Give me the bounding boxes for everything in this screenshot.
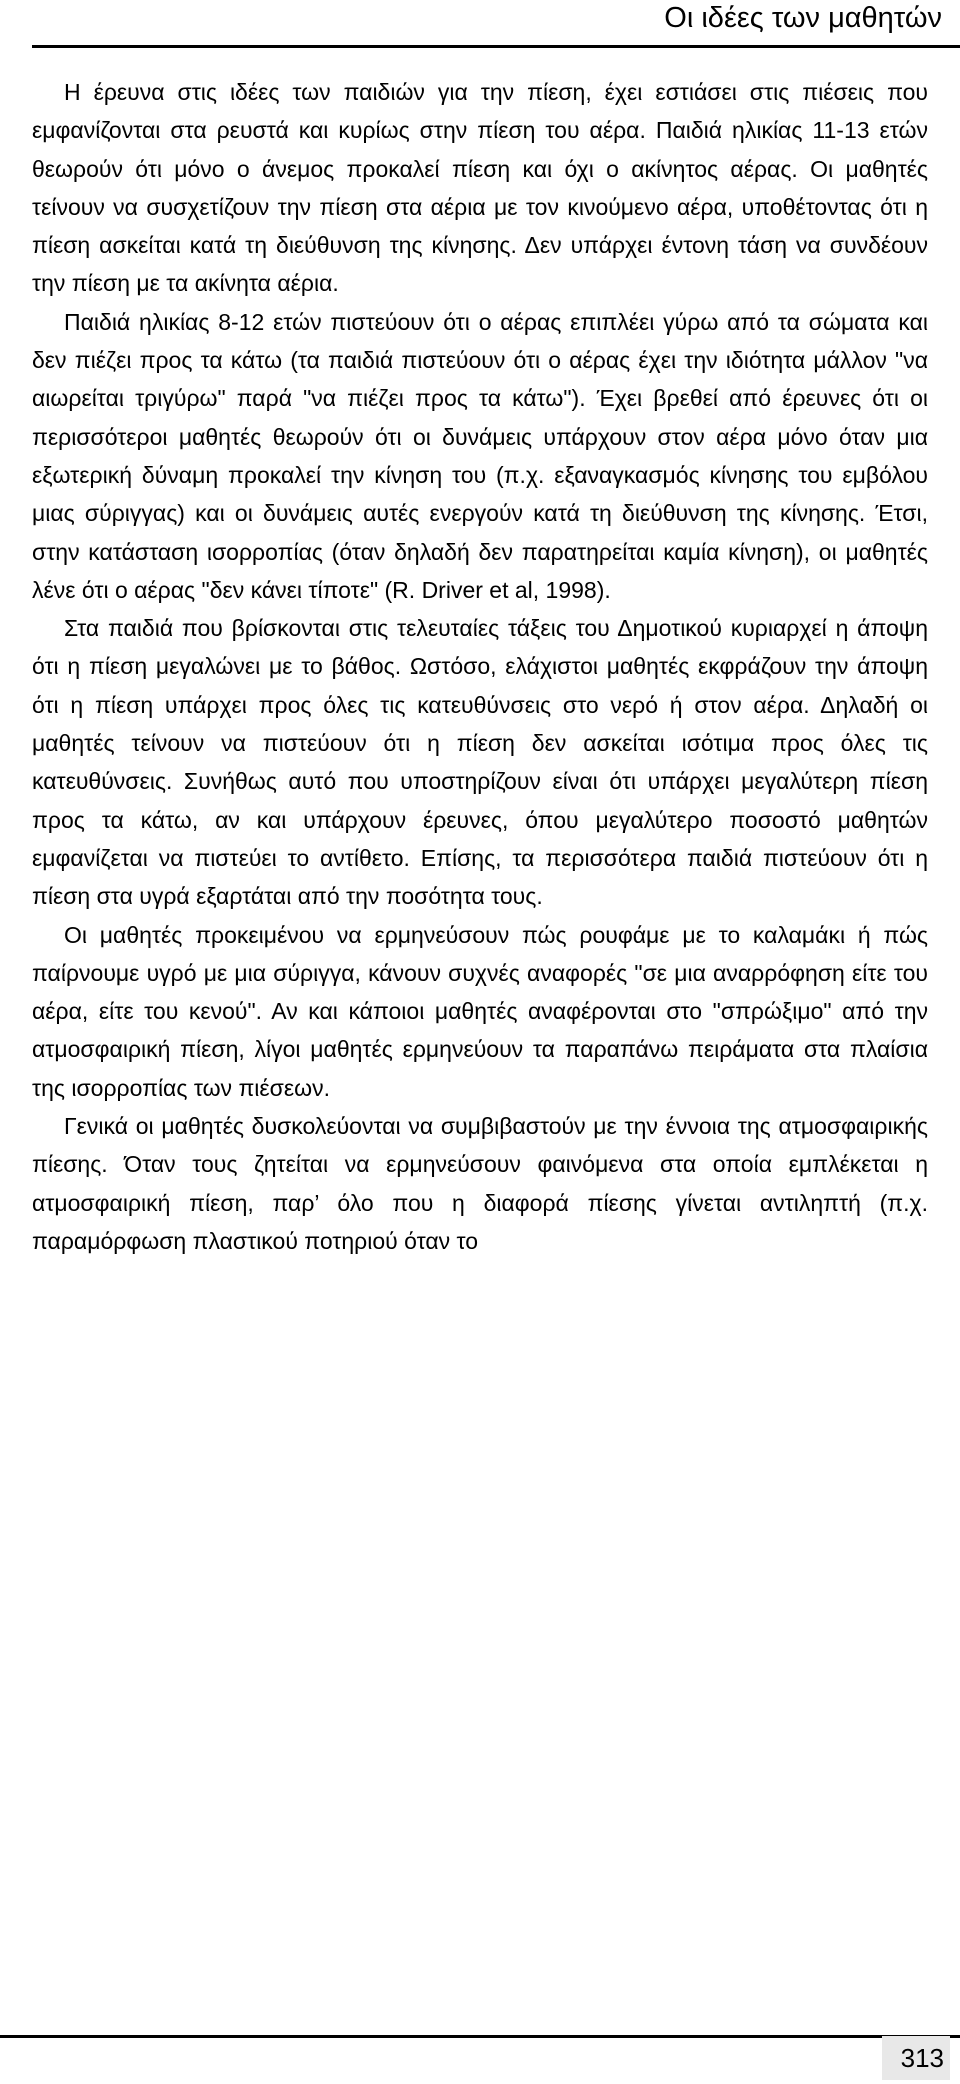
- footer-rule: [0, 2035, 960, 2038]
- paragraph: Η έρευνα στις ιδέες των παιδιών για την πίεση, έχει εστιάσει στις πιέσεις που εμφανίζονται στα ρευστά και κυρίως στην πίεση του αέρα. Παιδιά ηλικίας 11-13 ετών θεωρούν ότι μόνο ο άνεμος προκαλεί πίεση και όχι ο ακίνητος αέρας. Οι μαθητές τείνουν να συσχετίζουν την πίεση στα αέρια με τον κινούμενο αέρα, υποθέτοντας ότι η πίεση ασκείται κατά τη διεύθυνση της κίνησης. Δεν υπάρχει έντονη τάση να συνδέουν την πίεση με τα ακίνητα αέρια.: [32, 79, 928, 297]
- header-rule: [32, 45, 960, 48]
- page-number: 313: [882, 2036, 950, 2080]
- paragraph: Παιδιά ηλικίας 8-12 ετών πιστεύουν ότι ο αέρας επιπλέει γύρω από τα σώματα και δεν πιέζει προς τα κάτω (τα παιδιά πιστεύουν ότι ο αέρας έχει την ιδιότητα μάλλον "να αιωρείται τριγύρω" παρά "να πιέζει προς τα κάτω"). Έχει βρεθεί από έρευνες ότι οι περισσότεροι μαθητές θεωρούν ότι οι δυνάμεις υπάρχουν στον αέρα μόνο όταν μια εξωτερική δύναμη προκαλεί την κίνηση του (π.χ. εξαναγκασμός κίνησης του εμβόλου μιας σύριγγας) και οι δυνάμεις αυτές ενεργούν κατά τη διεύθυνση της κίνησης. Έτσι, στην κατάσταση ισορροπίας (όταν δηλαδή δεν παρατηρείται καμία κίνηση), οι μαθητές λένε ότι ο αέρας "δεν κάνει τίποτε" (R. Driver et al, 1998).: [32, 308, 928, 603]
- running-header-title: Οι ιδέες των μαθητών: [664, 2, 942, 34]
- paragraph: Γενικά οι μαθητές δυσκολεύονται να συμβιβαστούν με την έννοια της ατμοσφαιρικής πίεσης. Όταν τους ζητείται να ερμηνεύσουν φαινόμενα στα οποία εμπλέκεται η ατμοσφαιρική πίεση, παρ’ όλο που η διαφορά πίεσης γίνεται αντιληπτή (π.χ. παραμόρφωση πλαστικού ποτηριού όταν το: [32, 1113, 928, 1254]
- paragraph: Οι μαθητές προκειμένου να ερμηνεύσουν πώς ρουφάμε με το καλαμάκι ή πώς παίρνουμε υγρό με μια σύριγγα, κάνουν συχνές αναφορές "σε μια αναρρόφηση είτε του αέρα, είτε του κενού". Αν και κάποιοι μαθητές αναφέρονται στο "σπρώξιμο" από την ατμοσφαιρική πίεση, λίγοι μαθητές ερμηνεύουν τα παραπάνω πειράματα στα πλαίσια της ισορροπίας των πιέσεων.: [32, 921, 928, 1101]
- paragraph: Στα παιδιά που βρίσκονται στις τελευταίες τάξεις του Δημοτικού κυριαρχεί η άποψη ότι η πίεση μεγαλώνει με το βάθος. Ωστόσο, ελάχιστοι μαθητές εκφράζουν την άποψη ότι η πίεση υπάρχει προς όλες τις κατευθύνσεις στο νερό ή στον αέρα. Δηλαδή οι μαθητές τείνουν να πιστεύουν ότι η πίεση δεν ασκείται ισότιμα προς όλες τις κατευθύνσεις. Συνήθως αυτό που υποστηρίζουν είναι ότι υπάρχει μεγαλύτερη πίεση προς τα κάτω, αν και υπάρχουν έρευνες, όπου μεγαλύτερο ποσοστό μαθητών εμφανίζεται να πιστεύει το αντίθετο. Επίσης, τα περισσότερα παιδιά πιστεύουν ότι η πίεση στα υγρά εξαρτάται από την ποσότητα τους.: [32, 615, 928, 910]
- body-text: [32, 73, 928, 1260]
